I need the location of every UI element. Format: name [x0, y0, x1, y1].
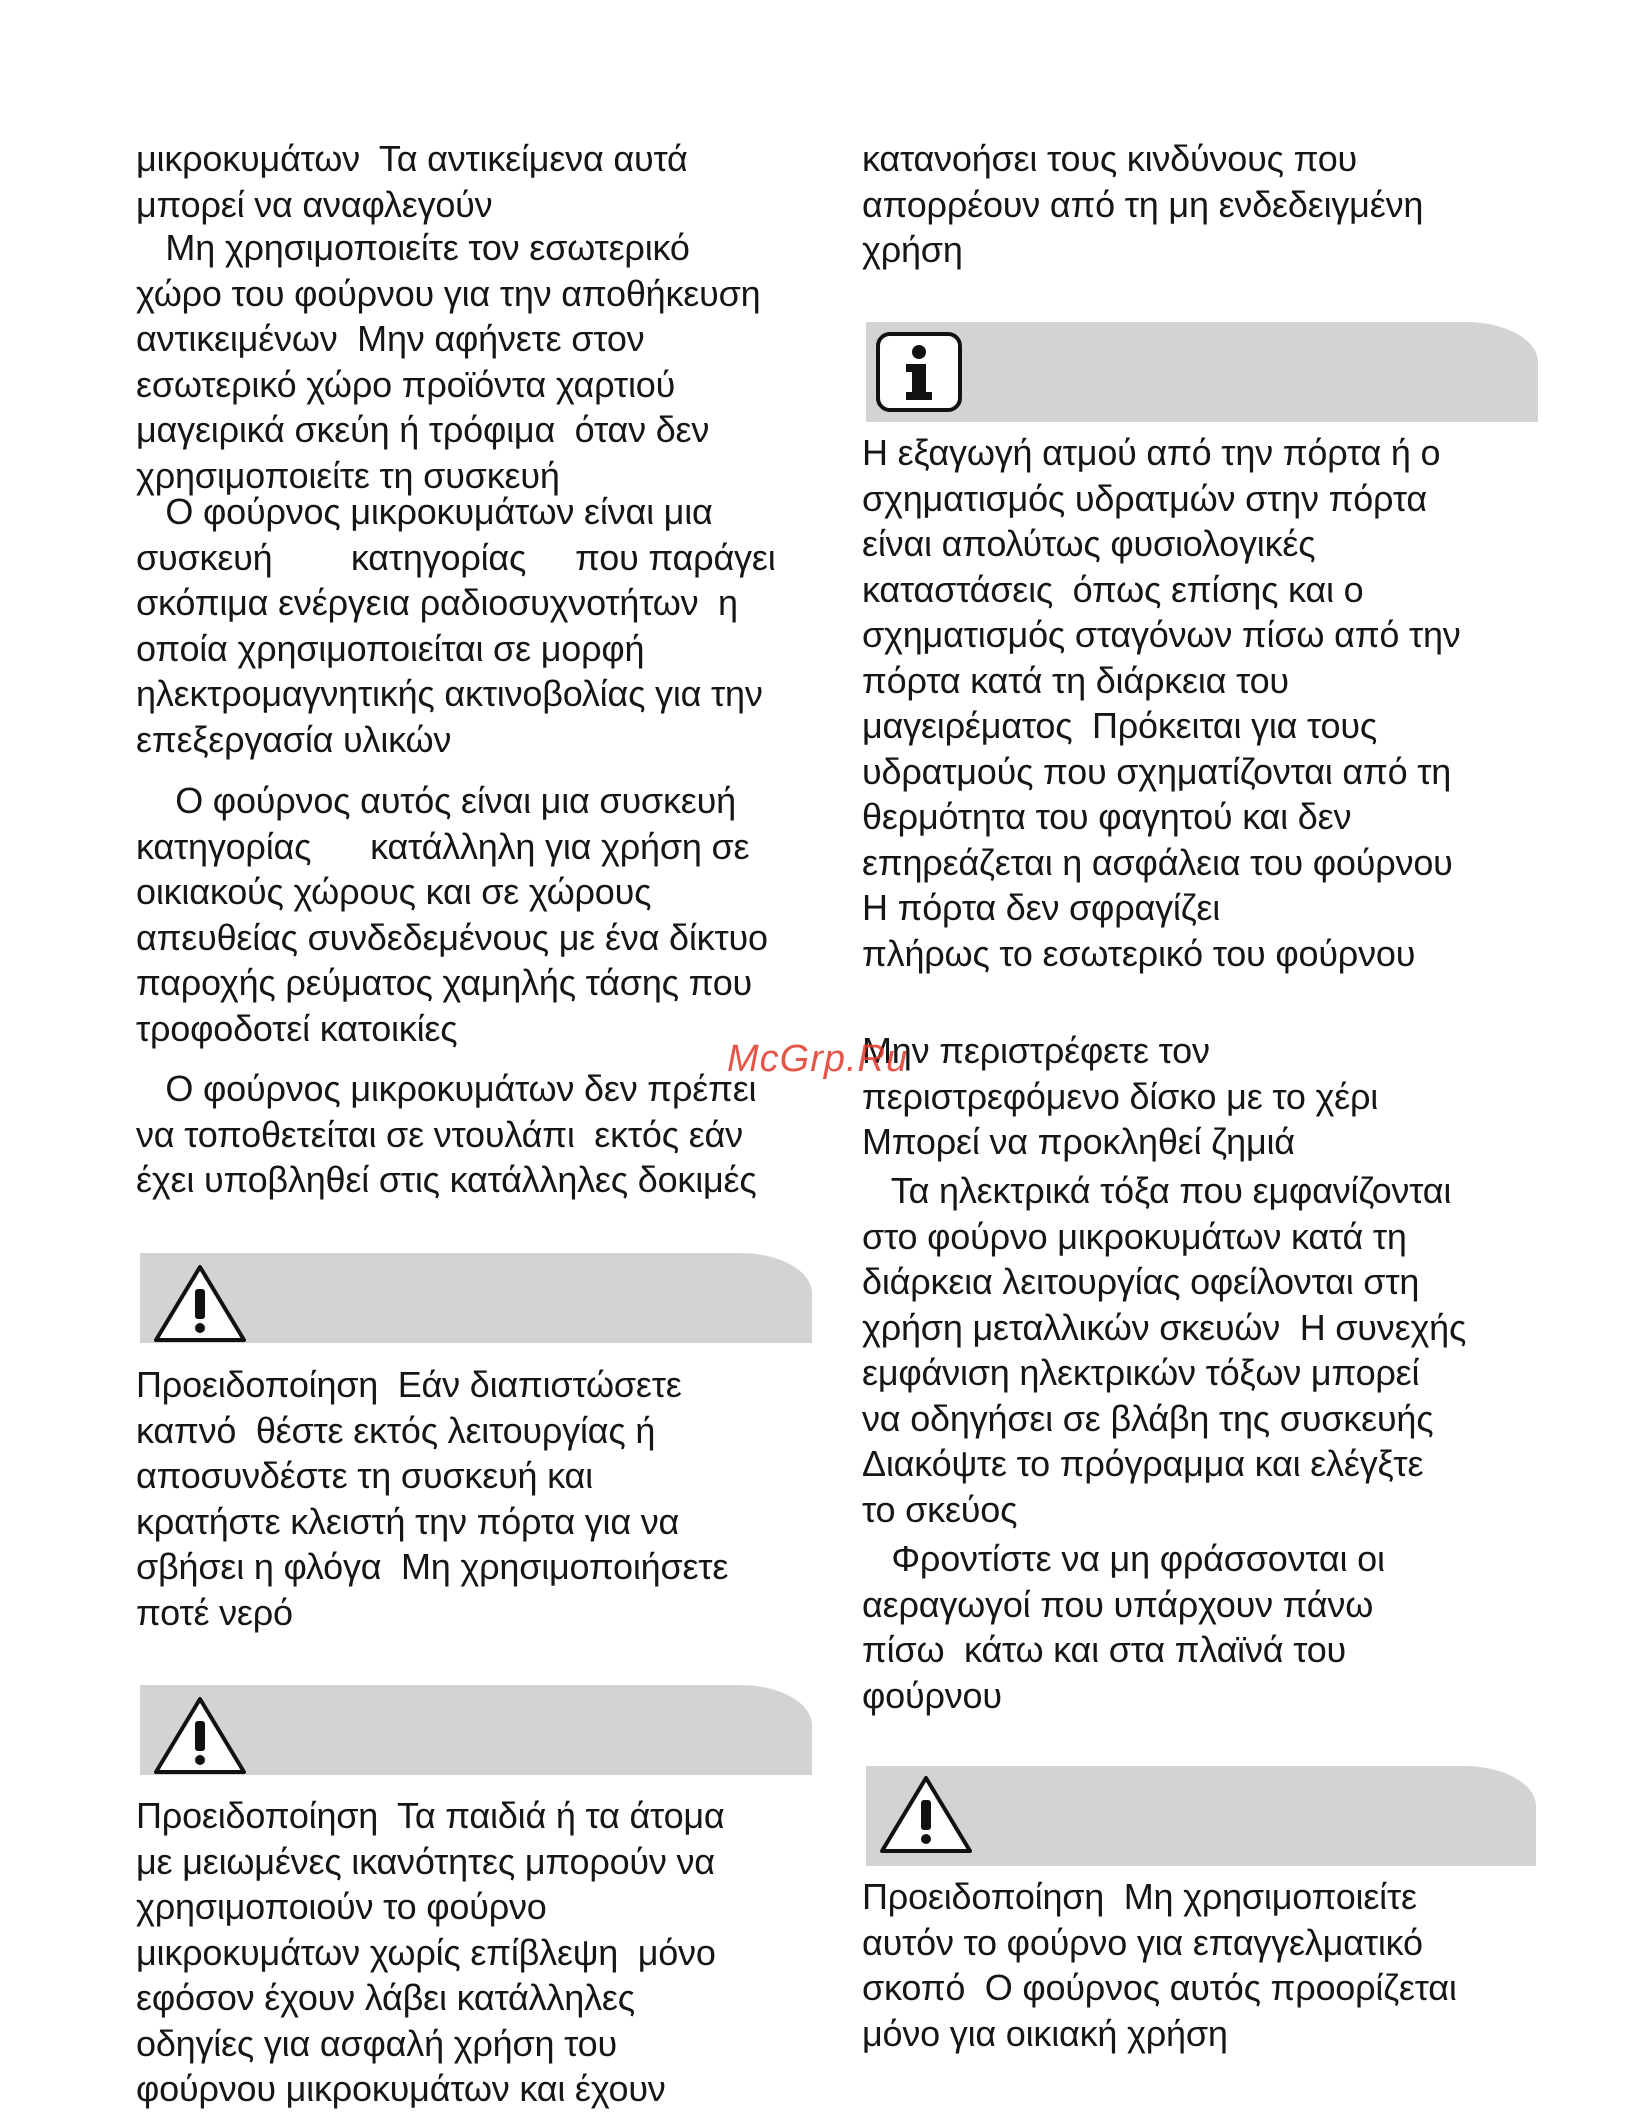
paragraph: Μην περιστρέφετε τον περιστρεφόμενο δίσκο με το χέρι Μπορεί να προκληθεί ζημιά [862, 1030, 1379, 1162]
warning-banner [140, 1253, 812, 1343]
warning-triangle-icon [876, 1772, 976, 1856]
warning-text: Προειδοποίηση Εάν διαπιστώσετε καπνό θέστε εκτός λειτουργίας ή αποσυνδέστε τη συσκευή και κρατήστε κλειστή την πόρτα για να σβήσει η φλόγα Μη χρησιμοποιήσετε ποτέ νερό [136, 1364, 729, 1633]
paragraph: Ο φούρνος μικροκυμάτων είναι μια συσκευή κατηγορίας που παράγει σκόπιμα ενέργεια ραδιοσυχνοτήτων η οποία χρησιμοποιείται σε μορφή ηλεκτρομαγνητικής ακτινοβολίας για την επεξεργασία υλικών [136, 491, 776, 760]
paragraph: Τα ηλεκτρικά τόξα που εμφανίζονται στο φούρνο μικροκυμάτων κατά τη διάρκεια λειτουργίας οφείλονται στη χρήση μεταλλικών σκευών Η συνεχής εμφάνιση ηλεκτρικών τόξων μπορεί να οδηγήσει σε βλάβη της συσκευής Διακόψτε το πρόγραμμα και ελέγξτε το σκεύος [862, 1170, 1467, 1530]
paragraph: Φροντίστε να μη φράσσονται οι αεραγωγοί που υπάρχουν πάνω πίσω κάτω και στα πλαϊνά του φούρνου [862, 1538, 1385, 1716]
info-banner [866, 322, 1538, 422]
paragraph: Μη χρησιμοποιείτε τον εσωτερικό χώρο του φούρνου για την αποθήκευση αντικειμένων Μην αφήνετε στον εσωτερικό χώρο προϊόντα χαρτιού μαγειρικά σκεύη ή τρόφιμα όταν δεν χρησιμοποιείτε τη συσκευή [136, 227, 761, 496]
watermark-text: McGrp.Ru [727, 1038, 909, 1080]
paragraph: μικροκυμάτων Τα αντικείμενα αυτά μπορεί να αναφλεγούν [136, 138, 688, 225]
warning-triangle-icon [150, 1693, 250, 1777]
info-text: Η εξαγωγή ατμού από την πόρτα ή ο σχηματισμός υδρατμών στην πόρτα είναι απολύτως φυσιολογικές καταστάσεις όπως επίσης και ο σχηματισμός σταγόνων πίσω από την πόρτα κατά τη διάρκεια του μαγειρέματος Πρόκειται για τους υδρατμούς που σχηματίζονται από τη θερμότητα του φαγητού και δεν επηρεάζεται η ασφάλεια του φούρνου Η πόρτα δεν σφραγίζει πλήρως το εσωτερικό του φούρνου [862, 432, 1461, 974]
warning-text: Προειδοποίηση Μη χρησιμοποιείτε αυτόν το φούρνο για επαγγελματικό σκοπό Ο φούρνος αυτός προορίζεται μόνο για οικιακή χρήση [862, 1876, 1457, 2054]
warning-banner [140, 1685, 812, 1775]
warning-text: Προειδοποίηση Τα παιδιά ή τα άτομα με μειωμένες ικανότητες μπορούν να χρησιμοποιούν το φούρνο μικροκυμάτων χωρίς επίβλεψη μόνο εφόσον έχουν λάβει κατάλληλες οδηγίες για ασφαλή χρήση του φούρνου μικροκυμάτων και έχουν [136, 1795, 725, 2109]
warning-banner [866, 1766, 1536, 1866]
paragraph: Ο φούρνος αυτός είναι μια συσκευή κατηγορίας κατάλληλη για χρήση σε οικιακούς χώρους και σε χώρους απευθείας συνδεδεμένους με ένα δίκτυο παροχής ρεύματος χαμηλής τάσης που τροφοδοτεί κατοικίες [136, 780, 768, 1049]
warning-triangle-icon [150, 1261, 250, 1345]
paragraph: κατανοήσει τους κινδύνους που απορρέουν από τη μη ενδεδειγμένη χρήση [862, 138, 1424, 270]
paragraph: Ο φούρνος μικροκυμάτων δεν πρέπει να τοποθετείται σε ντουλάπι εκτός εάν έχει υποβληθεί στις κατάλληλες δοκιμές [136, 1068, 757, 1200]
info-icon [874, 330, 964, 414]
